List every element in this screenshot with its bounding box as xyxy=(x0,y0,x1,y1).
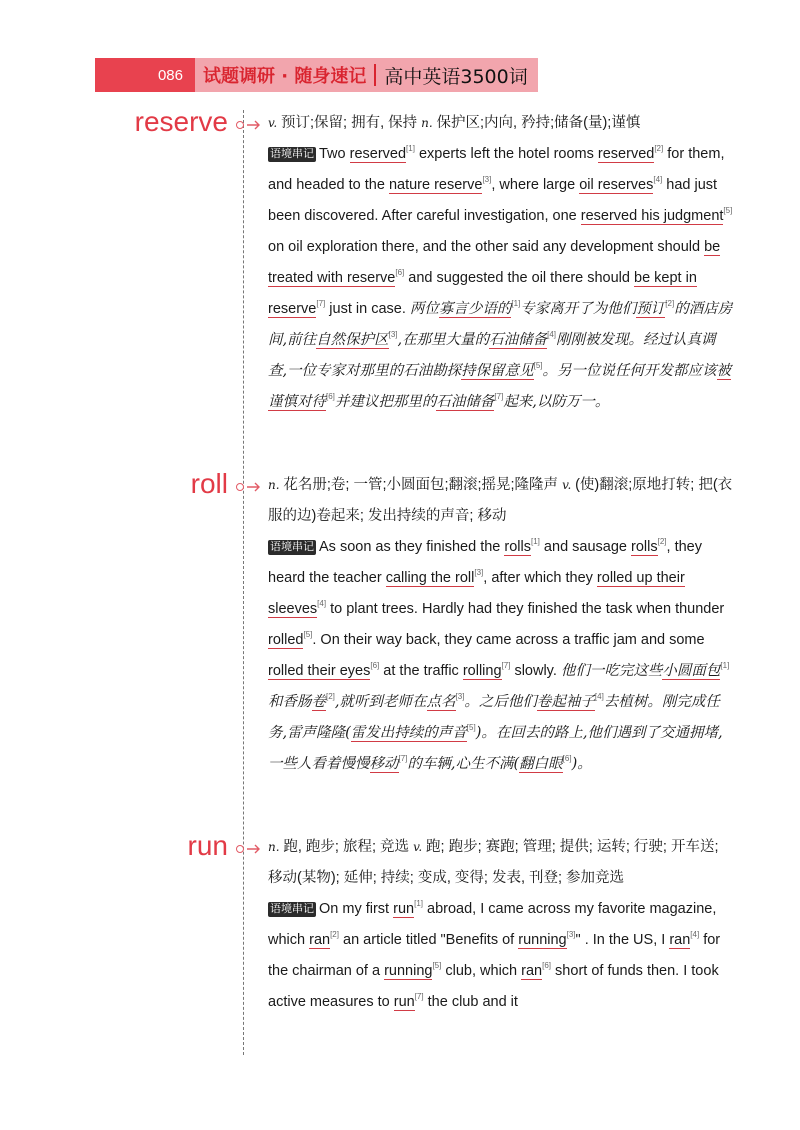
underlined-phrase: nature reserve xyxy=(388,177,483,193)
footnote-marker: [2] xyxy=(657,537,667,546)
footnote-marker: [2] xyxy=(326,692,335,701)
translation-text: ,在那里大量的 xyxy=(397,332,490,348)
footnote-marker: [6] xyxy=(326,392,335,401)
story-text: to plant trees. Hardly had they finished the task when thunder xyxy=(326,601,725,617)
underlined-phrase: 预订 xyxy=(636,301,666,317)
story-text: the club and it xyxy=(423,994,518,1010)
underlined-phrase: 移动 xyxy=(369,756,399,772)
arrow-right-icon xyxy=(247,482,261,492)
part-of-speech: v. xyxy=(562,478,576,492)
underlined-phrase: 小圆面包 xyxy=(662,663,721,679)
story-text: " . In the US, I xyxy=(575,932,670,948)
bullet-dot-icon xyxy=(236,483,244,491)
footnote-marker: [3] xyxy=(474,568,484,577)
underlined-phrase: running xyxy=(384,963,433,979)
footnote-marker: [5] xyxy=(432,961,442,970)
underlined-phrase: rolling xyxy=(462,663,502,679)
entry-body xyxy=(268,108,733,418)
definition-text: 跑, 跑步; 旅程; 竞选 xyxy=(283,839,414,855)
story-text: . On their way back, they came across a traffic jam and some xyxy=(312,632,705,648)
bullet-dot-icon xyxy=(236,121,244,129)
footnote-marker: [4] xyxy=(653,175,663,184)
footnote-marker: [7] xyxy=(316,299,326,308)
footnote-marker: [1] xyxy=(720,661,730,670)
part-of-speech: v. xyxy=(268,116,281,130)
book-title: 高中英语3500词 xyxy=(384,65,528,88)
story-text: for them, and headed to the xyxy=(268,146,725,193)
footnote-marker: [7] xyxy=(414,992,424,1001)
underlined-phrase: be treated with reserve xyxy=(268,239,721,286)
story-text: at the traffic xyxy=(379,663,463,679)
footnote-marker: [3] xyxy=(482,175,492,184)
translation-text: ,就听到老师在 xyxy=(334,694,427,710)
translation-text: 起来,以防万一。 xyxy=(503,394,610,410)
underlined-phrase: be kept in reserve xyxy=(268,270,697,317)
translation-text: 的车辆,心生不满( xyxy=(407,756,520,772)
underlined-phrase: running xyxy=(518,932,567,948)
translation-text: 的酒店房间,前往 xyxy=(268,301,733,348)
footnote-marker: [2] xyxy=(665,299,675,308)
headword: roll xyxy=(190,468,228,499)
underlined-phrase: rolled their eyes xyxy=(268,663,371,679)
footnote-marker: [4] xyxy=(317,599,327,608)
part-of-speech: n. xyxy=(268,840,284,854)
footnote-marker: [7] xyxy=(501,661,511,670)
underlined-phrase: run xyxy=(393,994,415,1010)
story-text: for the chairman of a xyxy=(268,932,721,979)
story-text: an article titled "Benefits of xyxy=(338,932,519,948)
footnote-marker: [5] xyxy=(723,206,733,215)
translation-text: )。在回去的路上,他们遇到了交通拥堵,一些人看着慢慢 xyxy=(268,725,723,772)
story-text: slowly. xyxy=(510,663,561,679)
part-of-speech: n. xyxy=(421,116,437,130)
story-text: , after which they xyxy=(483,570,597,586)
context-tag: 语境串记 xyxy=(270,541,314,553)
story-text: Two xyxy=(319,146,350,162)
footnote-marker: [6] xyxy=(562,754,572,763)
story-text: on oil exploration there, and the other said any development should xyxy=(268,239,705,255)
underlined-phrase: oil reserves xyxy=(579,177,654,193)
footnote-marker: [1] xyxy=(511,299,521,308)
underlined-phrase: 持保留意见 xyxy=(461,363,534,379)
series-title: 试题调研 · 随身速记 xyxy=(203,66,367,87)
underlined-phrase: ran xyxy=(669,932,691,948)
underlined-phrase: reserved his judgment xyxy=(580,208,724,224)
context-tag: 语境串记 xyxy=(270,148,314,160)
footnote-marker: [1] xyxy=(414,899,423,908)
story-text: On my first xyxy=(319,901,394,917)
definition-text: 保护区;内向, 矜持;储备(量);谨慎 xyxy=(436,115,641,131)
translation-text: 刚刚被发现。经过认真调查,一位专家对那里的石油勘探 xyxy=(268,332,716,379)
headword: run xyxy=(187,830,228,861)
underlined-phrase: 翻白眼 xyxy=(519,756,563,772)
footnote-marker: [2] xyxy=(330,930,339,939)
arrow-right-icon xyxy=(247,120,261,130)
part-of-speech: n. xyxy=(268,478,284,492)
footnote-marker: [4] xyxy=(594,692,604,701)
translation-text: 专家离开了为他们 xyxy=(520,301,637,317)
footnote-marker: [7] xyxy=(398,754,408,763)
translation-text: )。 xyxy=(571,756,592,772)
footnote-marker: [3] xyxy=(455,692,465,701)
translation-text: 去植树。刚完成任务,雷声隆隆( xyxy=(268,694,720,741)
dashed-spine xyxy=(243,110,244,1055)
underlined-phrase: rolled up their sleeves xyxy=(268,570,685,617)
underlined-phrase: ran xyxy=(521,963,543,979)
footnote-marker: [5] xyxy=(303,630,313,639)
context-tag: 语境串记 xyxy=(270,903,314,915)
story-text: As soon as they finished the xyxy=(319,539,505,555)
page-header xyxy=(95,58,538,92)
footnote-marker: [2] xyxy=(654,144,664,153)
underlined-phrase: rolls xyxy=(504,539,531,555)
story-text: short of funds then. I took active measures to xyxy=(268,963,719,1010)
definition-text: 预订;保留; 拥有, 保持 xyxy=(280,115,422,131)
arrow-right-icon xyxy=(247,844,261,854)
translation-text: 并建议把那里的 xyxy=(334,394,437,410)
entry-body xyxy=(268,832,733,1018)
footnote-marker: [7] xyxy=(494,392,504,401)
underlined-phrase: 被谨慎对待 xyxy=(268,363,732,410)
underlined-phrase: calling the roll xyxy=(385,570,475,586)
footnote-marker: [3] xyxy=(566,930,576,939)
translation-text: 两位 xyxy=(409,301,439,317)
translation-text: 。之后他们 xyxy=(464,694,537,710)
underlined-phrase: 自然保护区 xyxy=(316,332,389,348)
underlined-phrase: ran xyxy=(309,932,331,948)
footnote-marker: [4] xyxy=(690,930,700,939)
underlined-phrase: 寡言少语的 xyxy=(438,301,512,317)
underlined-phrase: reserved xyxy=(349,146,407,162)
entry-body xyxy=(268,470,733,780)
footnote-marker: [6] xyxy=(370,661,380,670)
header-band xyxy=(195,58,538,92)
story-text: abroad, I came across my favorite magazine, which xyxy=(268,901,717,948)
page-number: 086 xyxy=(95,58,195,92)
definition-text: 跑; 跑步; 赛跑; 管理; 提供; 运转; 行驶; 开车送; 移动(某物); 延伸; 持续; 变成, 变得; 发表, 刊登; 参加竞选 xyxy=(268,839,719,886)
bullet-dot-icon xyxy=(236,845,244,853)
underlined-phrase: 点名 xyxy=(426,694,456,710)
underlined-phrase: rolled xyxy=(268,632,304,648)
footnote-marker: [1] xyxy=(406,144,415,153)
underlined-phrase: reserved xyxy=(597,146,655,162)
story-text: experts left the hotel rooms xyxy=(414,146,598,162)
footnote-marker: [6] xyxy=(395,268,405,277)
underlined-phrase: 雷发出持续的声音 xyxy=(350,725,467,741)
footnote-marker: [6] xyxy=(542,961,552,970)
story-text: just in case. xyxy=(325,301,410,317)
underlined-phrase: 石油储备 xyxy=(489,332,548,348)
title-separator xyxy=(374,64,376,86)
footnote-marker: [5] xyxy=(533,361,543,370)
story-text: , where large xyxy=(491,177,580,193)
underlined-phrase: 卷 xyxy=(311,694,326,710)
story-text: and suggested the oil there should xyxy=(404,270,634,286)
underlined-phrase: 石油储备 xyxy=(436,394,495,410)
translation-text: 。另一位说任何开发都应该 xyxy=(542,363,717,379)
underlined-phrase: 卷起袖子 xyxy=(536,694,595,710)
translation-text: 和香肠 xyxy=(268,694,312,710)
underlined-phrase: run xyxy=(393,901,415,917)
headword: reserve xyxy=(134,106,228,137)
definition-text: (使)翻滚;原地打转; 把(衣服的边)卷起来; 发出持续的声音; 移动 xyxy=(268,477,733,524)
story-text: club, which xyxy=(441,963,522,979)
underlined-phrase: rolls xyxy=(631,539,658,555)
story-text: , they heard the teacher xyxy=(268,539,702,586)
footnote-marker: [3] xyxy=(388,330,398,339)
footnote-marker: [5] xyxy=(466,723,476,732)
definition-text: 花名册;卷; 一管;小圆面包;翻滚;摇晃;隆隆声 xyxy=(283,477,563,493)
story-text: and sausage xyxy=(539,539,632,555)
story-text: had just been discovered. After careful investigation, one xyxy=(268,177,718,224)
footnote-marker: [1] xyxy=(531,537,540,546)
footnote-marker: [4] xyxy=(547,330,557,339)
translation-text: 他们一吃完这些 xyxy=(560,663,663,679)
part-of-speech: v. xyxy=(413,840,427,854)
